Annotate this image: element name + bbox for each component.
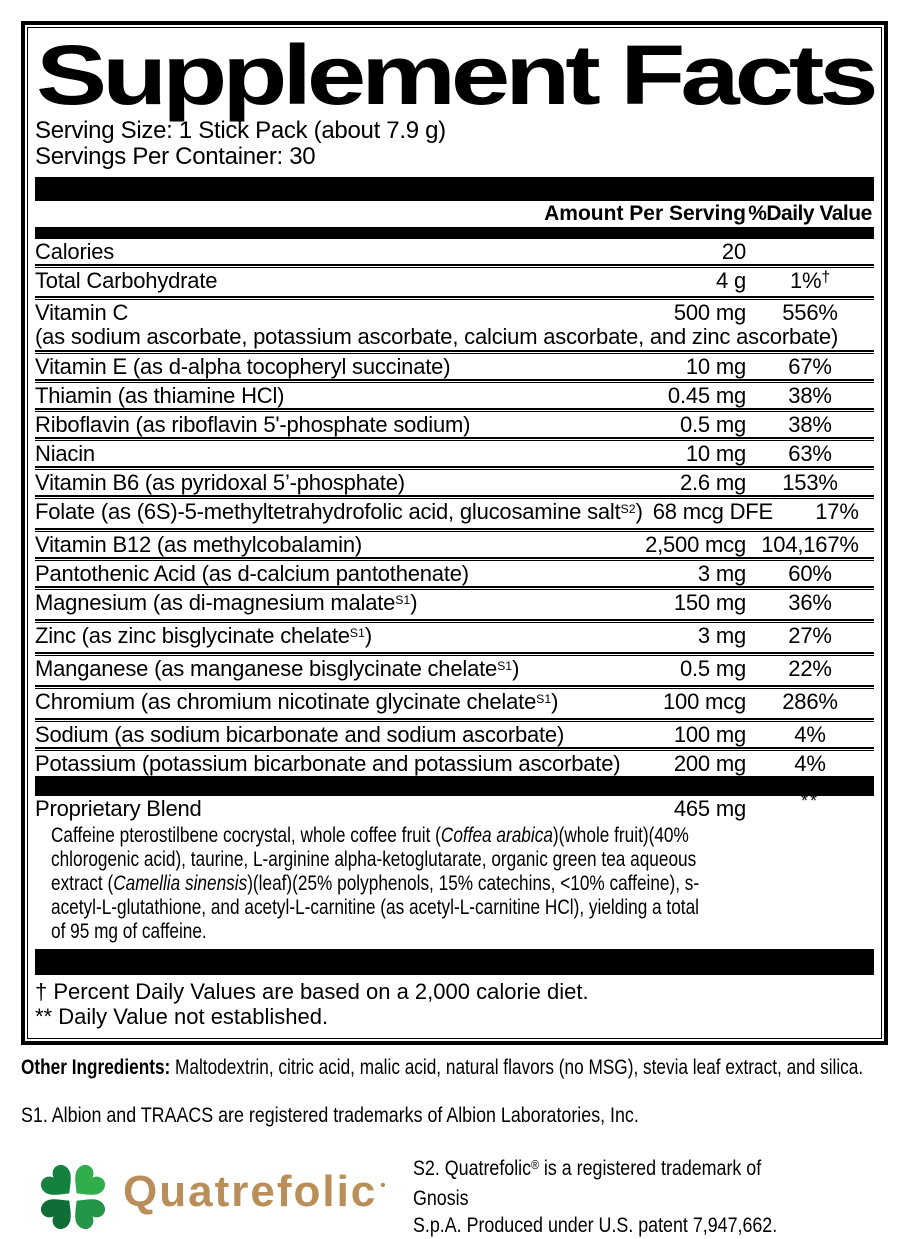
nutrient-daily-value: 4% bbox=[794, 722, 826, 747]
footnotes bbox=[35, 975, 874, 1030]
nutrient-daily-value: 153% bbox=[782, 470, 838, 495]
nutrient-row bbox=[35, 268, 874, 296]
s2-trademark-note bbox=[413, 1155, 817, 1239]
nutrient-daily-value: 22% bbox=[788, 656, 832, 681]
nutrient-amount: 0.5 mg bbox=[679, 656, 746, 681]
s1-trademark-note: S1. Albion and TRAACS are registered trademarks of Albion Laboratories, Inc. bbox=[21, 1104, 639, 1127]
nutrient-amount: 10 mg bbox=[685, 441, 746, 466]
nutrient-row bbox=[35, 623, 874, 652]
nutrient-name: Folate (as (6S)-5-methyltetrahydrofolic acid, glucosamine salt$^{S2}$) bbox=[35, 499, 643, 524]
serving-size: Serving Size: 1 Stick Pack (about 7.9 g) bbox=[35, 117, 446, 144]
nutrient-name: Zinc (as zinc bisglycinate chelate$^{S1}$) bbox=[35, 623, 372, 648]
nutrient-amount: 2,500 mcg bbox=[645, 532, 746, 557]
proprietary-blend-dv: ** bbox=[800, 790, 820, 811]
nutrient-amount: 68 mcg DFE bbox=[652, 499, 773, 524]
nutrient-row bbox=[35, 383, 874, 408]
nutrient-name: Vitamin B6 (as pyridoxal 5’-phosphate) bbox=[35, 470, 405, 495]
thick-rule-blend bbox=[35, 776, 874, 796]
footnote-not-established: ** Daily Value not established. bbox=[35, 1004, 329, 1029]
nutrient-daily-value: 38% bbox=[788, 383, 832, 408]
nutrient-daily-value: 38% bbox=[788, 412, 832, 437]
nutrient-name: Chromium (as chromium nicotinate glycinate chelate$^{S1}$) bbox=[35, 689, 559, 714]
amount-per-serving-header: Amount Per Serving bbox=[544, 202, 746, 225]
nutrient-amount: 100 mcg bbox=[663, 689, 746, 714]
nutrient-daily-value: 67% bbox=[788, 354, 832, 379]
s2-line2: S.p.A. Produced under U.S. patent 7,947,662. bbox=[412, 1214, 777, 1237]
nutrient-name: Calories bbox=[35, 239, 115, 264]
proprietary-blend-row bbox=[35, 790, 874, 944]
nutrient-amount: 500 mg bbox=[673, 300, 746, 325]
nutrient-row bbox=[35, 689, 874, 718]
nutrient-daily-value: 4% bbox=[794, 751, 826, 776]
footnote-daily-values: † Percent Daily Values are based on a 2,000 calorie diet. bbox=[35, 979, 589, 1004]
nutrient-amount: 100 mg bbox=[673, 722, 746, 747]
thick-rule-top bbox=[35, 177, 874, 201]
thick-rule-bottom bbox=[35, 949, 874, 975]
daily-value-header: %Daily Value bbox=[748, 202, 872, 225]
nutrient-daily-value: 27% bbox=[788, 623, 832, 648]
proprietary-blend-amount: 465 mg bbox=[673, 796, 746, 821]
nutrient-row bbox=[35, 441, 874, 466]
s2-line1: S2. Quatrefolic® is a registered trademark of Gnosis bbox=[412, 1157, 761, 1210]
nutrient-row bbox=[35, 590, 874, 619]
nutrient-amount: 3 mg bbox=[697, 623, 746, 648]
quatrefolic-wordmark: Quatrefolic • bbox=[123, 1167, 388, 1216]
nutrient-name: Sodium (as sodium bicarbonate and sodium ascorbate) bbox=[35, 722, 565, 747]
nutrient-name: Thiamin (as thiamine HCl) bbox=[35, 383, 285, 408]
proprietary-blend-name: Proprietary Blend bbox=[35, 796, 202, 821]
nutrient-amount: 0.45 mg bbox=[667, 383, 746, 408]
nutrient-row bbox=[35, 532, 874, 557]
nutrient-daily-value: 286% bbox=[782, 689, 838, 714]
nutrient-row bbox=[35, 751, 874, 776]
supplement-facts-box bbox=[21, 21, 888, 1045]
quatrefolic-clover-icon bbox=[27, 1160, 119, 1234]
nutrient-name: Total Carbohydrate bbox=[35, 268, 218, 293]
nutrient-amount: 0.5 mg bbox=[679, 412, 746, 437]
nutrient-daily-value: 60% bbox=[788, 561, 832, 586]
other-ingredients bbox=[21, 1054, 887, 1081]
nutrient-daily-value: 36% bbox=[788, 590, 832, 615]
nutrient-name: Vitamin E (as d-alpha tocopheryl succinate) bbox=[35, 354, 451, 379]
nutrient-name: Pantothenic Acid (as d-calcium pantothenate) bbox=[35, 561, 469, 586]
nutrient-amount: 10 mg bbox=[685, 354, 746, 379]
nutrient-row bbox=[35, 722, 874, 747]
nutrient-name: Magnesium (as di-magnesium malate$^{S1}$) bbox=[35, 590, 418, 615]
nutrient-amount: 150 mg bbox=[673, 590, 746, 615]
nutrient-name: Niacin bbox=[35, 441, 95, 466]
nutrient-row bbox=[35, 354, 874, 379]
nutrient-rows bbox=[35, 239, 874, 776]
nutrient-row bbox=[35, 412, 874, 437]
nutrient-daily-value: 556% bbox=[782, 300, 838, 325]
supplement-facts-inner bbox=[27, 27, 882, 1039]
nutrient-row bbox=[35, 656, 874, 685]
quatrefolic-trademark-dot: • bbox=[380, 1177, 388, 1194]
nutrient-row bbox=[35, 561, 874, 586]
quatrefolic-logo-row bbox=[21, 1155, 888, 1239]
nutrient-amount: 4 g bbox=[716, 268, 746, 293]
thick-rule-header bbox=[35, 227, 874, 239]
nutrient-source-detail: (as sodium ascorbate, potassium ascorbate, calcium ascorbate, and zinc ascorbate) bbox=[35, 324, 839, 349]
nutrient-amount: 3 mg bbox=[697, 561, 746, 586]
nutrient-row bbox=[35, 300, 874, 350]
supplement-facts-title: Supplement Facts bbox=[36, 28, 874, 122]
nutrient-daily-value: 1%† bbox=[789, 268, 830, 293]
nutrient-name: Vitamin C bbox=[35, 300, 129, 325]
nutrient-daily-value: 17% bbox=[815, 499, 859, 524]
nutrient-amount: 2.6 mg bbox=[679, 470, 746, 495]
nutrient-amount: 200 mg bbox=[673, 751, 746, 776]
nutrient-name: Manganese (as manganese bisglycinate chelate$^{S1}$) bbox=[35, 656, 520, 681]
servings-per-container: Servings Per Container: 30 bbox=[35, 143, 316, 170]
nutrient-name: Vitamin B12 (as methylcobalamin) bbox=[35, 532, 363, 557]
nutrient-row bbox=[35, 499, 874, 528]
nutrient-row bbox=[35, 239, 874, 264]
other-ingredients-label: Other Ingredients: bbox=[21, 1056, 171, 1079]
nutrient-amount: 20 bbox=[721, 239, 746, 264]
nutrient-daily-value: 104,167% bbox=[761, 532, 859, 557]
other-ingredients-text: Maltodextrin, citric acid, malic acid, natural flavors (no MSG), stevia leaf extract, and silica. bbox=[170, 1056, 864, 1079]
nutrient-daily-value: 63% bbox=[788, 441, 832, 466]
proprietary-blend-description: Caffeine pterostilbene cocrystal, whole coffee fruit (Coffea arabica)(whole fruit)(40% chlorogenic acid), taurine, L-arginine alpha-ketoglutarate, organic green tea aqueous extract (Camellia sinensis)(leaf)(25% polyphenols, 15% catechins, <10% caffeine), s-acetyl-L-glutathione, and acetyl-L-carnitine (as acetyl-L-carnitine HCl), yielding a total of 95 mg of caffeine. bbox=[51, 824, 700, 943]
nutrient-name: Riboflavin (as riboflavin 5'-phosphate sodium) bbox=[35, 412, 471, 437]
nutrient-name: Potassium (potassium bicarbonate and potassium ascorbate) bbox=[35, 751, 621, 776]
nutrient-row bbox=[35, 470, 874, 495]
column-header-row bbox=[35, 201, 874, 227]
